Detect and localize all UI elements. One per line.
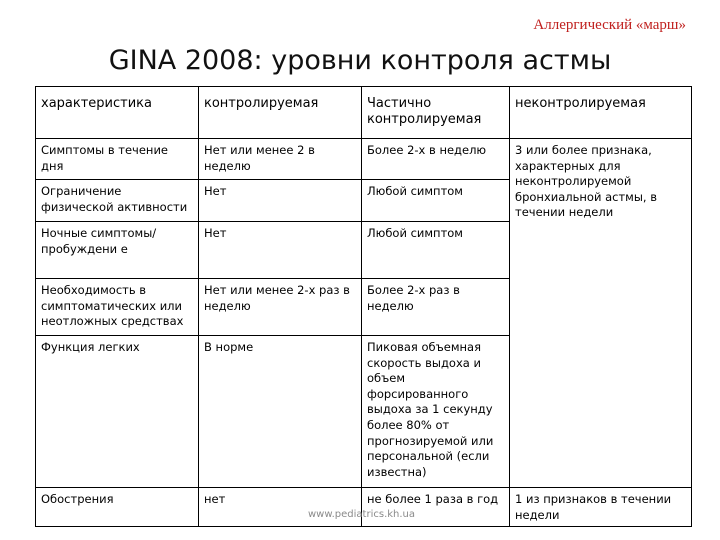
cell-controlled: Нет или менее 2-х раз в неделю [199, 279, 362, 336]
asthma-control-table [35, 86, 692, 527]
cell-partial: не более 1 раза в год [362, 488, 510, 527]
cell-partial: Любой симптом [362, 180, 510, 222]
row-label: Симптомы в течение дня [36, 139, 199, 180]
page-title: GINA 2008: уровни контроля астмы [108, 45, 612, 76]
header-controlled: контролируемая [199, 87, 362, 139]
table-row [36, 139, 692, 180]
cell-partial: Более 2-х в неделю [362, 139, 510, 180]
header-partially-controlled: Частично контролируемая [362, 87, 510, 139]
cell-partial: Любой симптом [362, 222, 510, 279]
row-label: Обострения [36, 488, 199, 527]
table-header-row [36, 87, 692, 139]
top-label: Аллергический «марш» [533, 17, 686, 33]
row-label: Необходимость в симптоматических или неотложных средствах [36, 279, 199, 336]
watermark: www.pediatrics.kh.ua [308, 509, 416, 520]
header-characteristic: характеристика [36, 87, 199, 139]
cell-uncontrolled: 1 из признаков в течении недели [510, 488, 692, 527]
cell-partial: Пиковая объемная скорость выдоха и объем форсированного выдоха за 1 секунду более 80% от прогнозируемой или персональной (если известна) [362, 336, 510, 488]
row-label: Ограничение физической активности [36, 180, 199, 222]
cell-controlled: Нет [199, 222, 362, 279]
header-uncontrolled: неконтролируемая [510, 87, 692, 139]
cell-uncontrolled-merged: 3 или более признака, характерных для неконтролируемой бронхиальной астмы, в течении недели [510, 139, 692, 488]
row-label: Ночные симптомы/пробуждени е [36, 222, 199, 279]
row-label: Функция легких [36, 336, 199, 488]
cell-controlled: Нет или менее 2 в неделю [199, 139, 362, 180]
cell-controlled: В норме [199, 336, 362, 488]
table-row [36, 488, 692, 527]
cell-partial: Более 2-х раз в неделю [362, 279, 510, 336]
cell-controlled: нет [199, 488, 362, 527]
cell-controlled: Нет [199, 180, 362, 222]
